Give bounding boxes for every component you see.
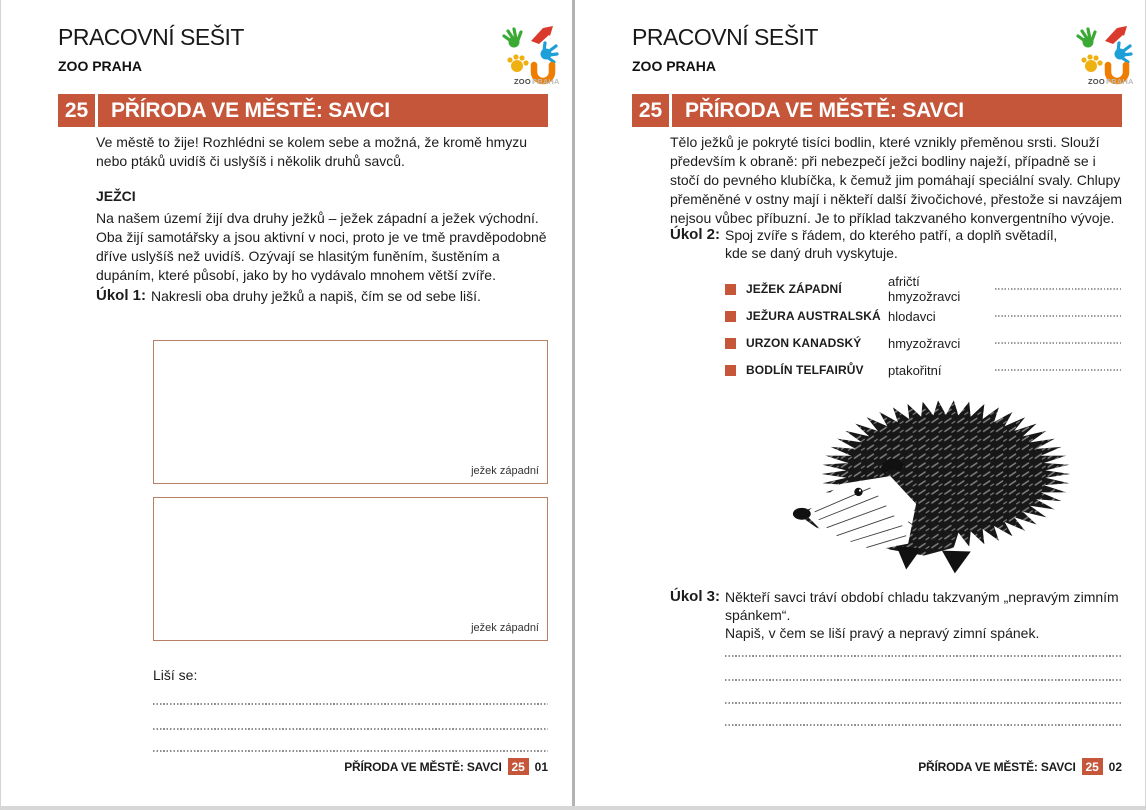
answer-line[interactable] — [153, 703, 548, 705]
task-3-text — [725, 588, 1130, 642]
chapter-banner — [58, 94, 548, 127]
match-row — [725, 336, 1122, 350]
svg-text:ZOO: ZOO — [1088, 77, 1105, 86]
task-2-line1: Spoj zvíře s řádem, do kterého patří, a doplň světadíl, — [725, 227, 1058, 243]
yellow-paw-icon — [507, 54, 528, 72]
footer-right — [575, 758, 1122, 775]
bullet-square-icon — [725, 365, 736, 376]
page-title: PRACOVNÍ SEŠIT — [632, 24, 818, 50]
footer-chapter-badge: 25 — [508, 758, 529, 775]
drawing-box-2[interactable] — [153, 497, 548, 641]
zoo-praha-logo-icon — [1075, 24, 1133, 88]
match-row — [725, 274, 1122, 304]
drawing-box-1-caption: ježek západní — [471, 465, 539, 477]
section-paragraph: Na našem území žijí dva druhy ježků – ježek západní a ježek východní. Oba žijí samotářsky a jsou aktivní v noci, proto je ve tmě pravděpodobně dříve uslyšíš než uvidíš. Ozývají se hlasitým funěním, šustěním a dupáním, které působí, jako by ho vydávalo mnohem větší zvíře. — [96, 210, 547, 283]
answer-line[interactable] — [153, 750, 548, 752]
chapter-banner — [632, 94, 1122, 127]
answer-line[interactable] — [725, 724, 1122, 726]
hedgehog-illustration — [775, 388, 1093, 581]
footer-page-number: 02 — [1108, 759, 1122, 774]
answer-line[interactable] — [725, 679, 1122, 681]
answer-line[interactable] — [725, 702, 1122, 704]
drawing-box-1[interactable] — [153, 340, 548, 484]
footer-left — [1, 758, 548, 775]
drawing-box-2-caption: ježek západní — [471, 622, 539, 634]
page-subtitle: ZOO PRAHA — [58, 58, 142, 74]
footer-title: PŘÍRODA VE MĚSTĚ: SAVCI — [344, 759, 502, 774]
intro-paragraph: Ve městě to žije! Rozhlédni se kolem sebe a možná, že kromě hmyzu nebo ptáků uvidíš či uslyšíš i několik druhů savců. — [96, 134, 528, 169]
answer-line[interactable] — [153, 728, 548, 730]
animal-name[interactable]: BODLÍN TELFAIRŮV — [746, 363, 864, 377]
intro-paragraph: Tělo ježků je pokryté tisíci bodlin, které vznikly přeměnou srsti. Slouží především k obraně: při nebezpečí ježci bodliny naježí, případně se i stočí do pevného klubíčka, k čemuž jim pomáhají speciální svaly. Chlupy přeměněné v ostny mají i někteří další živočichové, přestože si navzájem nejsou vůbec příbuzní. Je to příklad takzvaného konvergentního vývoje. — [670, 134, 1123, 226]
animal-name[interactable]: JEŽURA AUSTRALSKÁ — [746, 309, 881, 323]
chapter-number: 25 — [58, 94, 95, 127]
match-row — [725, 309, 1122, 323]
page-subtitle: ZOO PRAHA — [632, 58, 716, 74]
task-3-line1: Někteří savci tráví období chladu takzvaným „nepravým zimním spánkem“. — [725, 589, 1119, 623]
hedgehog-face — [805, 476, 916, 552]
answer-line[interactable] — [995, 342, 1122, 344]
differs-label: Liší se: — [153, 667, 198, 683]
task-2-line2: kde se daný druh vyskytuje. — [725, 245, 898, 261]
task-2 — [670, 226, 1128, 262]
blue-hand-icon — [541, 43, 558, 62]
hedgehog-eye — [854, 488, 862, 496]
zoo-praha-logo-icon — [501, 24, 559, 88]
svg-text:PRAHA: PRAHA — [1106, 77, 1133, 86]
hedgehog-rear-foot — [942, 551, 971, 574]
logo-praha-text: PRAHA — [532, 77, 559, 86]
section-heading: JEŽCI — [96, 188, 136, 204]
answer-line[interactable] — [995, 315, 1122, 317]
task-1 — [96, 287, 551, 305]
answer-line[interactable] — [725, 655, 1122, 657]
footer-chapter-badge: 25 — [1082, 758, 1103, 775]
order-name[interactable]: hmyzožravci — [888, 335, 961, 351]
bullet-square-icon — [725, 338, 736, 349]
animal-name[interactable]: JEŽEK ZÁPADNÍ — [746, 282, 842, 296]
task-1-text: Nakresli oba druhy ježků a napiš, čím se od sebe liší. — [151, 288, 481, 304]
chapter-title: PŘÍRODA VE MĚSTĚ: SAVCI — [672, 94, 1122, 127]
answer-line[interactable] — [995, 369, 1122, 371]
hedgehog-nose — [793, 508, 811, 520]
logo-zoo-text: ZOO — [514, 77, 531, 86]
task-2-label: Úkol 2: — [670, 226, 721, 243]
chapter-title: PŘÍRODA VE MĚSTĚ: SAVCI — [98, 94, 548, 127]
bullet-square-icon — [725, 284, 736, 295]
order-name[interactable]: ptakořitní — [888, 362, 942, 378]
page-left — [1, 0, 572, 806]
task-3 — [670, 588, 1130, 642]
match-row — [725, 363, 1122, 377]
green-hand-icon — [504, 29, 521, 48]
task-1-label: Úkol 1: — [96, 287, 147, 304]
page-title: PRACOVNÍ SEŠIT — [58, 24, 244, 50]
red-hand-icon — [531, 26, 553, 44]
chapter-number: 25 — [632, 94, 669, 127]
task-3-line2: Napiš, v čem se liší pravý a nepravý zimní spánek. — [725, 625, 1040, 641]
page-bottom-edge — [1, 806, 1145, 810]
footer-title: PŘÍRODA VE MĚSTĚ: SAVCI — [918, 759, 1076, 774]
bullet-square-icon — [725, 311, 736, 322]
task-3-label: Úkol 3: — [670, 588, 721, 605]
animal-name[interactable]: URZON KANADSKÝ — [746, 336, 862, 350]
task-2-text — [725, 226, 1057, 262]
order-name[interactable]: hlodavci — [888, 308, 936, 324]
page-right — [575, 0, 1146, 806]
footer-page-number: 01 — [534, 759, 548, 774]
hedgehog-front-foot — [896, 546, 921, 570]
order-name[interactable]: afričtí hmyzožravci — [888, 274, 961, 304]
answer-line[interactable] — [995, 288, 1122, 290]
